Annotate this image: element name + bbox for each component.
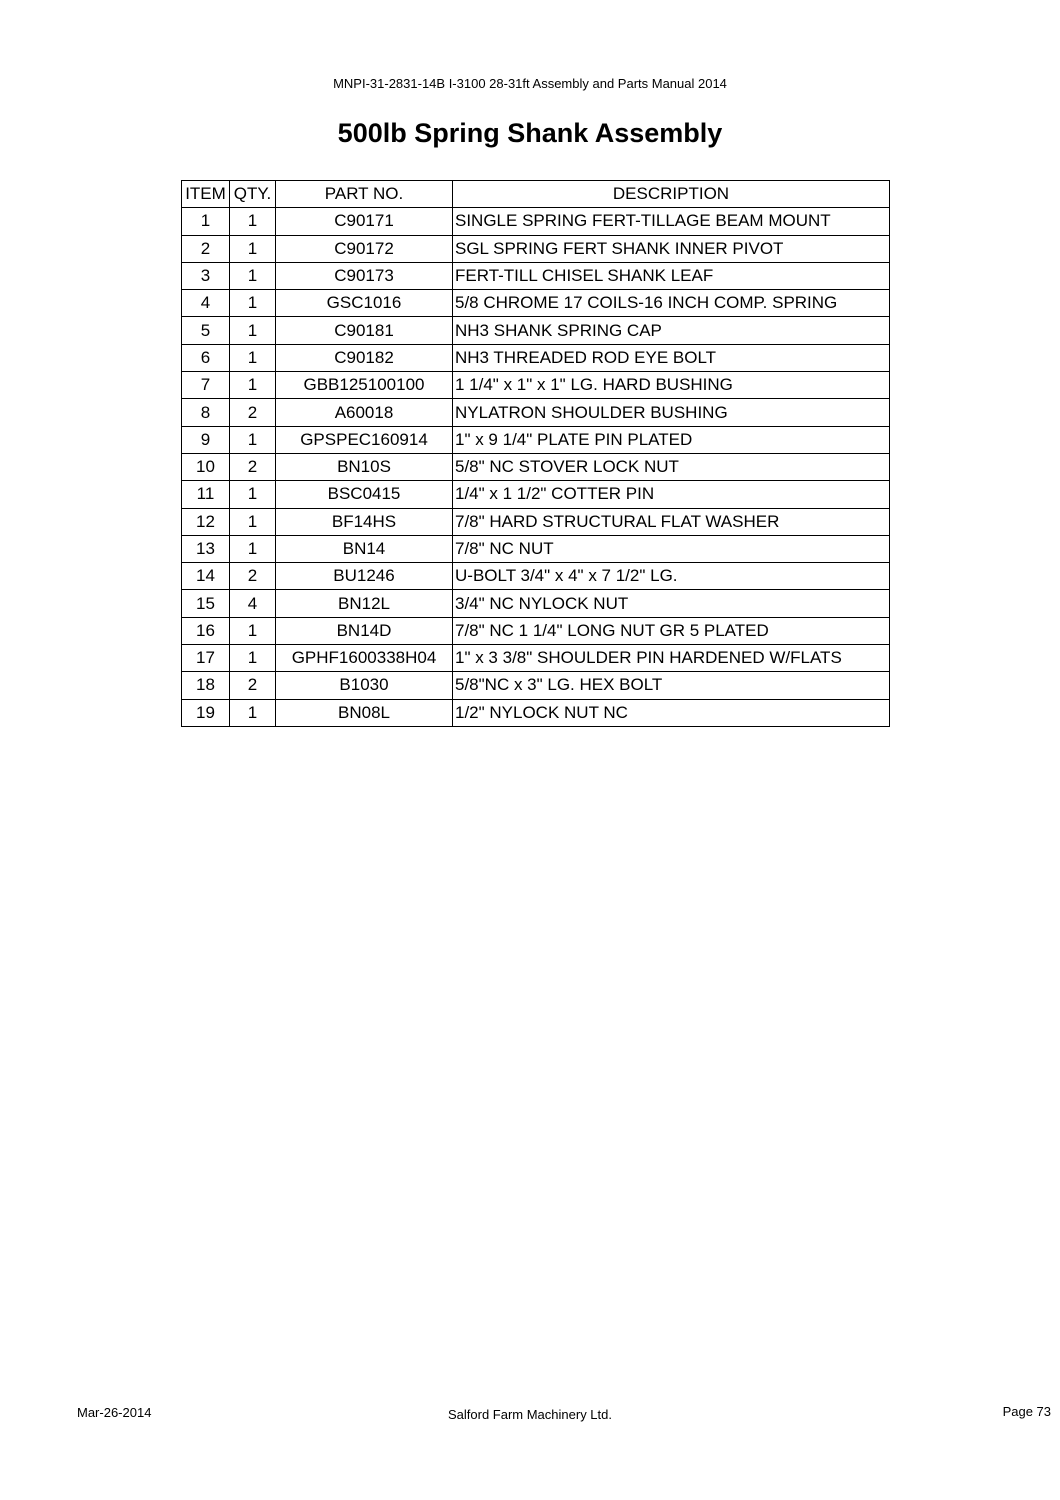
qty-cell: 1 [230, 262, 276, 289]
column-header-description: DESCRIPTION [453, 181, 890, 208]
description-cell: 5/8 CHROME 17 COILS-16 INCH COMP. SPRING [453, 290, 890, 317]
item-cell: 11 [182, 481, 230, 508]
column-header-qty: QTY. [230, 181, 276, 208]
part-number-cell: BN12L [276, 590, 453, 617]
description-cell: NYLATRON SHOULDER BUSHING [453, 399, 890, 426]
part-number-cell: BN10S [276, 453, 453, 480]
qty-cell: 1 [230, 344, 276, 371]
footer-company: Salford Farm Machinery Ltd. [447, 1407, 612, 1422]
table-row [182, 672, 890, 699]
description-cell: 3/4" NC NYLOCK NUT [453, 590, 890, 617]
table-row [182, 372, 890, 399]
description-cell: 5/8" NC STOVER LOCK NUT [453, 453, 890, 480]
description-cell: NH3 SHANK SPRING CAP [453, 317, 890, 344]
part-number-cell: BF14HS [276, 508, 453, 535]
part-number-cell: GPSPEC160914 [276, 426, 453, 453]
item-cell: 13 [182, 535, 230, 562]
description-cell: 7/8" NC 1 1/4" LONG NUT GR 5 PLATED [453, 617, 890, 644]
description-cell: 1/4" x 1 1/2" COTTER PIN [453, 481, 890, 508]
qty-cell: 2 [230, 672, 276, 699]
part-number-cell: C90181 [276, 317, 453, 344]
footer-page-number: Page 73 [1002, 1404, 1051, 1419]
qty-cell: 1 [230, 317, 276, 344]
item-cell: 6 [182, 344, 230, 371]
table-row [182, 317, 890, 344]
item-cell: 14 [182, 563, 230, 590]
part-number-cell: BN08L [276, 699, 453, 726]
part-number-cell: BN14D [276, 617, 453, 644]
qty-cell: 1 [230, 372, 276, 399]
item-cell: 2 [182, 235, 230, 262]
description-cell: 1" x 3 3/8" SHOULDER PIN HARDENED W/FLATS [453, 645, 890, 672]
column-header-part-no: PART NO. [276, 181, 453, 208]
part-number-cell: C90172 [276, 235, 453, 262]
qty-cell: 1 [230, 617, 276, 644]
part-number-cell: C90182 [276, 344, 453, 371]
description-cell: FERT-TILL CHISEL SHANK LEAF [453, 262, 890, 289]
table-row [182, 344, 890, 371]
description-cell: NH3 THREADED ROD EYE BOLT [453, 344, 890, 371]
qty-cell: 1 [230, 699, 276, 726]
part-number-cell: BSC0415 [276, 481, 453, 508]
qty-cell: 4 [230, 590, 276, 617]
part-number-cell: B1030 [276, 672, 453, 699]
table-row [182, 535, 890, 562]
table-row [182, 290, 890, 317]
table-row [182, 426, 890, 453]
part-number-cell: C90171 [276, 208, 453, 235]
part-number-cell: GPHF1600338H04 [276, 645, 453, 672]
part-number-cell: GBB125100100 [276, 372, 453, 399]
qty-cell: 2 [230, 563, 276, 590]
description-cell: 1 1/4" x 1" x 1" LG. HARD BUSHING [453, 372, 890, 399]
footer-date: Mar-26-2014 [77, 1405, 152, 1420]
table-row [182, 617, 890, 644]
item-cell: 12 [182, 508, 230, 535]
table-row [182, 699, 890, 726]
item-cell: 3 [182, 262, 230, 289]
description-cell: 1/2" NYLOCK NUT NC [453, 699, 890, 726]
qty-cell: 1 [230, 645, 276, 672]
description-cell: U-BOLT 3/4" x 4" x 7 1/2" LG. [453, 563, 890, 590]
item-cell: 1 [182, 208, 230, 235]
item-cell: 15 [182, 590, 230, 617]
description-cell: SINGLE SPRING FERT-TILLAGE BEAM MOUNT [453, 208, 890, 235]
description-cell: 7/8" HARD STRUCTURAL FLAT WASHER [453, 508, 890, 535]
table-row [182, 645, 890, 672]
item-cell: 19 [182, 699, 230, 726]
item-cell: 9 [182, 426, 230, 453]
table-header-row [182, 181, 890, 208]
table-row [182, 508, 890, 535]
part-number-cell: BU1246 [276, 563, 453, 590]
qty-cell: 1 [230, 208, 276, 235]
table-row [182, 208, 890, 235]
parts-table-body [182, 208, 890, 727]
item-cell: 8 [182, 399, 230, 426]
table-row [182, 481, 890, 508]
table-row [182, 262, 890, 289]
item-cell: 7 [182, 372, 230, 399]
page-title: 500lb Spring Shank Assembly [337, 118, 723, 148]
item-cell: 18 [182, 672, 230, 699]
item-cell: 16 [182, 617, 230, 644]
item-cell: 4 [182, 290, 230, 317]
qty-cell: 1 [230, 535, 276, 562]
qty-cell: 1 [230, 235, 276, 262]
table-row [182, 453, 890, 480]
description-cell: 5/8"NC x 3" LG. HEX BOLT [453, 672, 890, 699]
qty-cell: 1 [230, 426, 276, 453]
table-row [182, 235, 890, 262]
qty-cell: 1 [230, 508, 276, 535]
document-header: MNPI-31-2831-14B I-3100 28-31ft Assembly and Parts Manual 2014 [333, 76, 727, 91]
parts-table [181, 180, 890, 727]
part-number-cell: A60018 [276, 399, 453, 426]
table-row [182, 590, 890, 617]
qty-cell: 1 [230, 481, 276, 508]
item-cell: 17 [182, 645, 230, 672]
column-header-item: ITEM [182, 181, 230, 208]
table-row [182, 399, 890, 426]
description-cell: SGL SPRING FERT SHANK INNER PIVOT [453, 235, 890, 262]
qty-cell: 2 [230, 453, 276, 480]
description-cell: 1" x 9 1/4" PLATE PIN PLATED [453, 426, 890, 453]
part-number-cell: GSC1016 [276, 290, 453, 317]
qty-cell: 2 [230, 399, 276, 426]
description-cell: 7/8" NC NUT [453, 535, 890, 562]
qty-cell: 1 [230, 290, 276, 317]
item-cell: 5 [182, 317, 230, 344]
part-number-cell: BN14 [276, 535, 453, 562]
item-cell: 10 [182, 453, 230, 480]
part-number-cell: C90173 [276, 262, 453, 289]
table-row [182, 563, 890, 590]
